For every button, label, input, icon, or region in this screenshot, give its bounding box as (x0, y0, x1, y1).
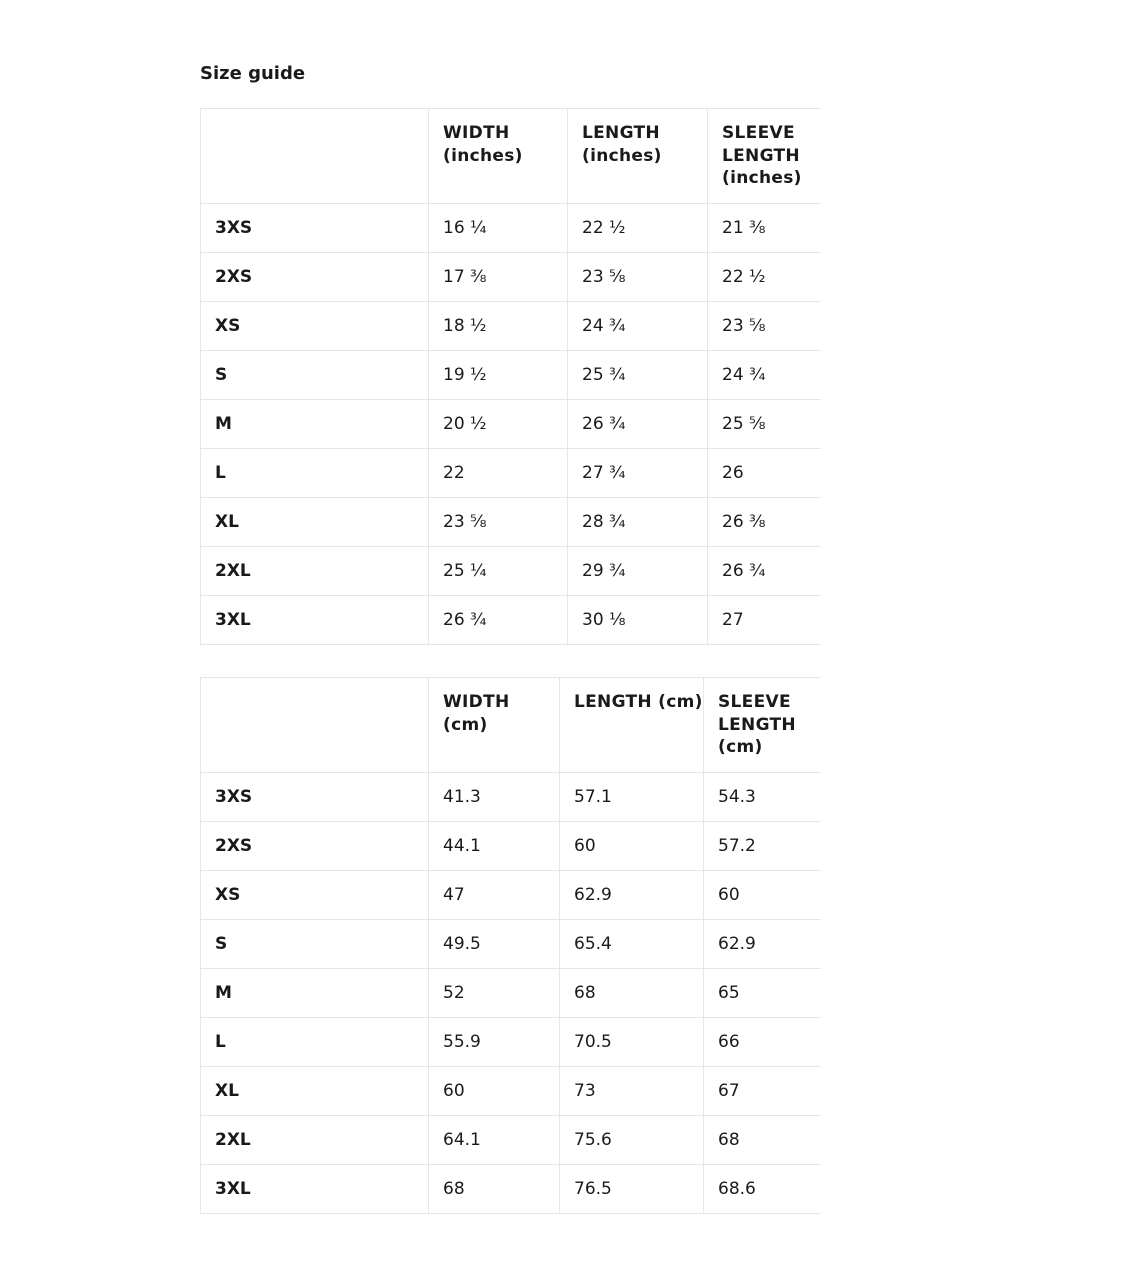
size-label: L (201, 1018, 429, 1067)
width-value: 26 ¾ (429, 596, 568, 645)
sleeve-value: 65 (704, 969, 821, 1018)
table-row (201, 449, 821, 498)
width-value: 49.5 (429, 920, 560, 969)
table-row (201, 498, 821, 547)
length-value: 65.4 (560, 920, 704, 969)
width-value: 60 (429, 1067, 560, 1116)
width-value: 18 ½ (429, 302, 568, 351)
width-value: 22 (429, 449, 568, 498)
width-value: 68 (429, 1165, 560, 1214)
length-value: 23 ⅝ (568, 253, 708, 302)
table-row (201, 969, 821, 1018)
table-row (201, 204, 821, 253)
size-label: 3XS (201, 204, 429, 253)
size-label: 2XL (201, 547, 429, 596)
sleeve-value: 26 ⅜ (708, 498, 821, 547)
page-title: Size guide (200, 63, 306, 84)
table-header-row (201, 109, 821, 204)
length-value: 76.5 (560, 1165, 704, 1214)
size-label: XL (201, 1067, 429, 1116)
table-header-row (201, 678, 821, 773)
sleeve-value: 68 (704, 1116, 821, 1165)
header-length: LENGTH (cm) (560, 678, 704, 773)
header-length: LENGTH (inches) (568, 109, 708, 204)
size-label: L (201, 449, 429, 498)
width-value: 64.1 (429, 1116, 560, 1165)
sleeve-value: 27 (708, 596, 821, 645)
size-table-cm (200, 677, 821, 1214)
size-label: S (201, 351, 429, 400)
sleeve-value: 54.3 (704, 773, 821, 822)
size-label: S (201, 920, 429, 969)
length-value: 22 ½ (568, 204, 708, 253)
size-label: 2XS (201, 822, 429, 871)
header-sleeve-length: SLEEVE LENGTH (inches) (708, 109, 821, 204)
length-value: 75.6 (560, 1116, 704, 1165)
table-row (201, 773, 821, 822)
width-value: 52 (429, 969, 560, 1018)
size-label: 3XL (201, 596, 429, 645)
length-value: 57.1 (560, 773, 704, 822)
header-size (201, 678, 429, 773)
table-row (201, 822, 821, 871)
table-row (201, 871, 821, 920)
size-label: 3XS (201, 773, 429, 822)
size-label: XS (201, 871, 429, 920)
sleeve-value: 21 ⅜ (708, 204, 821, 253)
length-value: 70.5 (560, 1018, 704, 1067)
table-row (201, 400, 821, 449)
sleeve-value: 60 (704, 871, 821, 920)
size-label: 2XL (201, 1116, 429, 1165)
width-value: 19 ½ (429, 351, 568, 400)
table-row (201, 596, 821, 645)
table-row (201, 253, 821, 302)
header-width: WIDTH (inches) (429, 109, 568, 204)
sleeve-value: 62.9 (704, 920, 821, 969)
sleeve-value: 57.2 (704, 822, 821, 871)
table-row (201, 1018, 821, 1067)
length-value: 25 ¾ (568, 351, 708, 400)
length-value: 27 ¾ (568, 449, 708, 498)
length-value: 29 ¾ (568, 547, 708, 596)
size-label: XL (201, 498, 429, 547)
size-label: M (201, 969, 429, 1018)
size-label: M (201, 400, 429, 449)
sleeve-value: 66 (704, 1018, 821, 1067)
sleeve-value: 24 ¾ (708, 351, 821, 400)
length-value: 24 ¾ (568, 302, 708, 351)
length-value: 26 ¾ (568, 400, 708, 449)
table-row (201, 547, 821, 596)
length-value: 62.9 (560, 871, 704, 920)
sleeve-value: 26 ¾ (708, 547, 821, 596)
table-row (201, 351, 821, 400)
table-row (201, 1067, 821, 1116)
size-label: XS (201, 302, 429, 351)
width-value: 41.3 (429, 773, 560, 822)
size-label: 3XL (201, 1165, 429, 1214)
width-value: 17 ⅜ (429, 253, 568, 302)
size-table-inches (200, 108, 821, 645)
header-width: WIDTH (cm) (429, 678, 560, 773)
length-value: 68 (560, 969, 704, 1018)
sleeve-value: 22 ½ (708, 253, 821, 302)
width-value: 23 ⅝ (429, 498, 568, 547)
width-value: 16 ¼ (429, 204, 568, 253)
sleeve-value: 26 (708, 449, 821, 498)
width-value: 55.9 (429, 1018, 560, 1067)
length-value: 28 ¾ (568, 498, 708, 547)
table-row (201, 920, 821, 969)
sleeve-value: 67 (704, 1067, 821, 1116)
header-sleeve-length: SLEEVE LENGTH (cm) (704, 678, 821, 773)
length-value: 30 ⅛ (568, 596, 708, 645)
length-value: 60 (560, 822, 704, 871)
table-row (201, 302, 821, 351)
width-value: 44.1 (429, 822, 560, 871)
width-value: 47 (429, 871, 560, 920)
length-value: 73 (560, 1067, 704, 1116)
sleeve-value: 68.6 (704, 1165, 821, 1214)
sleeve-value: 25 ⅝ (708, 400, 821, 449)
sleeve-value: 23 ⅝ (708, 302, 821, 351)
width-value: 20 ½ (429, 400, 568, 449)
header-size (201, 109, 429, 204)
width-value: 25 ¼ (429, 547, 568, 596)
size-label: 2XS (201, 253, 429, 302)
table-row (201, 1116, 821, 1165)
table-row (201, 1165, 821, 1214)
